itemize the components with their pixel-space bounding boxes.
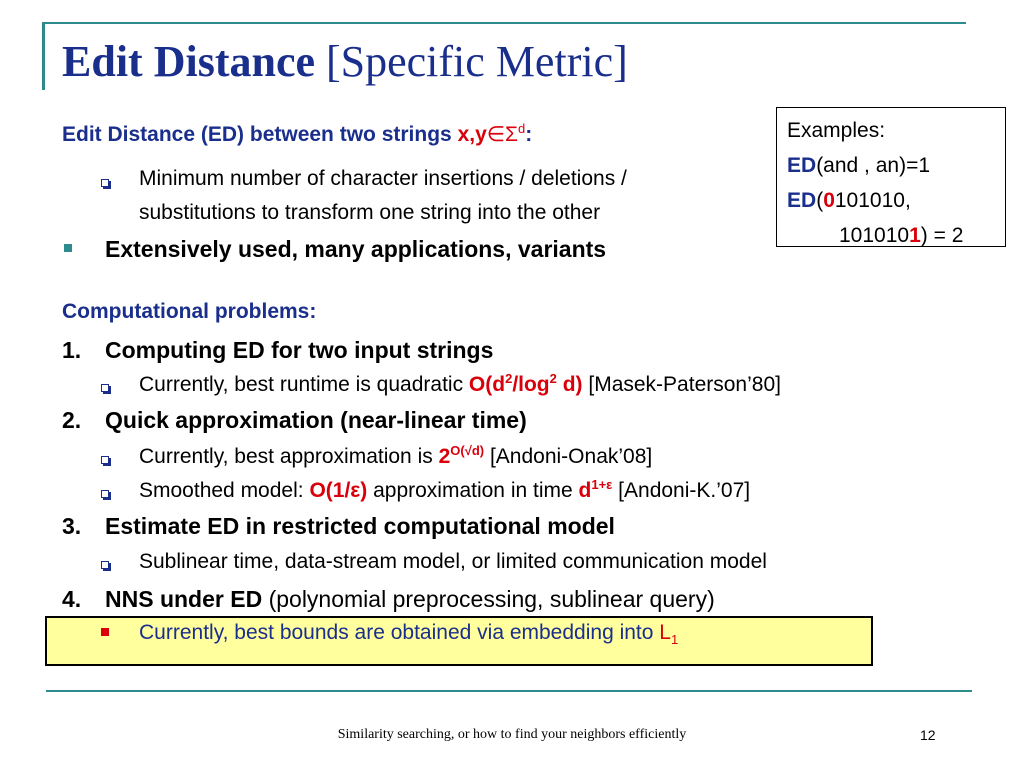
- footer-rule: [46, 690, 972, 692]
- problem-2-sub-2-citation: [Andoni-K.’07]: [612, 479, 751, 502]
- intro-heading-sup: d: [518, 121, 526, 136]
- embedding-space: L: [659, 621, 671, 644]
- problem-4-sub: [139, 620, 678, 646]
- example-1-fn: ED: [787, 154, 817, 177]
- problems-heading: Computational problems:: [62, 300, 317, 323]
- time-base: d: [578, 479, 592, 502]
- hollow-square-bullet-icon: [101, 384, 109, 392]
- runtime-part-a: O(d: [468, 373, 506, 396]
- problem-4-title-rest: (polynomial preprocessing, sublinear query): [262, 586, 715, 612]
- hollow-square-bullet-icon: [101, 179, 109, 187]
- problem-2-number: 2.: [62, 407, 82, 433]
- problem-1-title: Computing ED for two input strings: [105, 337, 494, 363]
- embedding-space-subscript: 1: [670, 632, 679, 647]
- example-2-line-2: [787, 218, 995, 253]
- problem-2-sub-1-citation: [Andoni-Onak’08]: [484, 445, 653, 468]
- problem-2-sub-2-prefix: Smoothed model:: [139, 479, 310, 502]
- page-number: 12: [920, 727, 936, 743]
- example-2-line2-red-char: 1: [909, 224, 921, 247]
- title-frame-top-rule: [42, 22, 966, 24]
- problem-1-sub-prefix: Currently, best runtime is quadratic: [139, 373, 469, 396]
- example-2-line2-end: ) = 2: [920, 224, 964, 247]
- problem-3-sub: Sublinear time, data-stream model, or limited communication model: [139, 550, 767, 573]
- time-exponent: 1+ε: [591, 477, 613, 492]
- runtime-part-b: /log: [512, 373, 550, 396]
- intro-sub-line-1: Minimum number of character insertions / deletions /: [139, 167, 627, 190]
- example-2-rest: 101010,: [834, 189, 911, 212]
- footer-text: Similarity searching, or how to find your neighbors efficiently: [337, 727, 687, 742]
- hollow-square-bullet-icon: [101, 561, 109, 569]
- hollow-square-bullet-icon: [101, 456, 109, 464]
- problem-3-title: Estimate ED in restricted computational model: [105, 513, 615, 539]
- intro-heading-colon: :: [525, 123, 533, 146]
- example-2-fn: ED: [787, 189, 817, 212]
- examples-heading: Examples:: [787, 119, 886, 142]
- problem-1-sub: [139, 372, 781, 398]
- problem-2-sub-1: [139, 444, 652, 470]
- runtime-sup-1: 2: [505, 371, 513, 386]
- intro-heading-elem: ∈Σ: [486, 123, 519, 146]
- intro-heading-text: Edit Distance (ED) between two strings: [62, 123, 458, 146]
- smoothed-approx: O(1/ε): [309, 479, 368, 502]
- problem-4-title-bold: NNS under ED: [105, 586, 263, 612]
- example-1: [787, 148, 995, 183]
- problem-4-title: [105, 586, 715, 612]
- runtime-sup-2: 2: [549, 371, 557, 386]
- problem-2-title: Quick approximation (near-linear time): [105, 407, 527, 433]
- example-2-line-1: [787, 183, 995, 218]
- approx-exponent: O(√d): [450, 443, 485, 458]
- intro-bullet-2: Extensively used, many applications, variants: [105, 236, 607, 262]
- title-main: Edit Distance: [62, 37, 315, 86]
- problem-1-number: 1.: [62, 337, 82, 363]
- approx-base: 2: [438, 445, 451, 468]
- example-2-red-char: 0: [823, 189, 835, 212]
- problem-2-sub-1-prefix: Currently, best approximation is: [139, 445, 439, 468]
- problem-4-number: 4.: [62, 586, 82, 612]
- examples-box: [776, 107, 1006, 247]
- solid-square-bullet-icon: [64, 244, 72, 252]
- title-frame-left-rule: [42, 22, 45, 90]
- problem-2-sub-2: [139, 478, 750, 504]
- problem-2-sub-2-middle: approximation in time: [367, 479, 579, 502]
- hollow-square-bullet-icon: [101, 490, 109, 498]
- title-subtitle: [Specific Metric]: [326, 37, 628, 86]
- runtime-part-c: d): [556, 373, 583, 396]
- example-2-line2-text: 101010: [839, 224, 910, 247]
- intro-heading: [62, 122, 532, 148]
- slide-title: [62, 37, 628, 86]
- problem-1-citation: [Masek-Paterson’80]: [582, 373, 781, 396]
- problem-4-sub-text: Currently, best bounds are obtained via embedding into: [139, 621, 660, 644]
- intro-heading-vars: x,y: [457, 123, 487, 146]
- problem-3-number: 3.: [62, 513, 82, 539]
- example-1-args: (and , an)=1: [816, 154, 931, 177]
- example-2-open: (: [816, 189, 824, 212]
- problem-1-runtime: [469, 373, 583, 396]
- red-square-bullet-icon: [101, 628, 109, 636]
- intro-sub-line-2: substitutions to transform one string into the other: [139, 201, 601, 224]
